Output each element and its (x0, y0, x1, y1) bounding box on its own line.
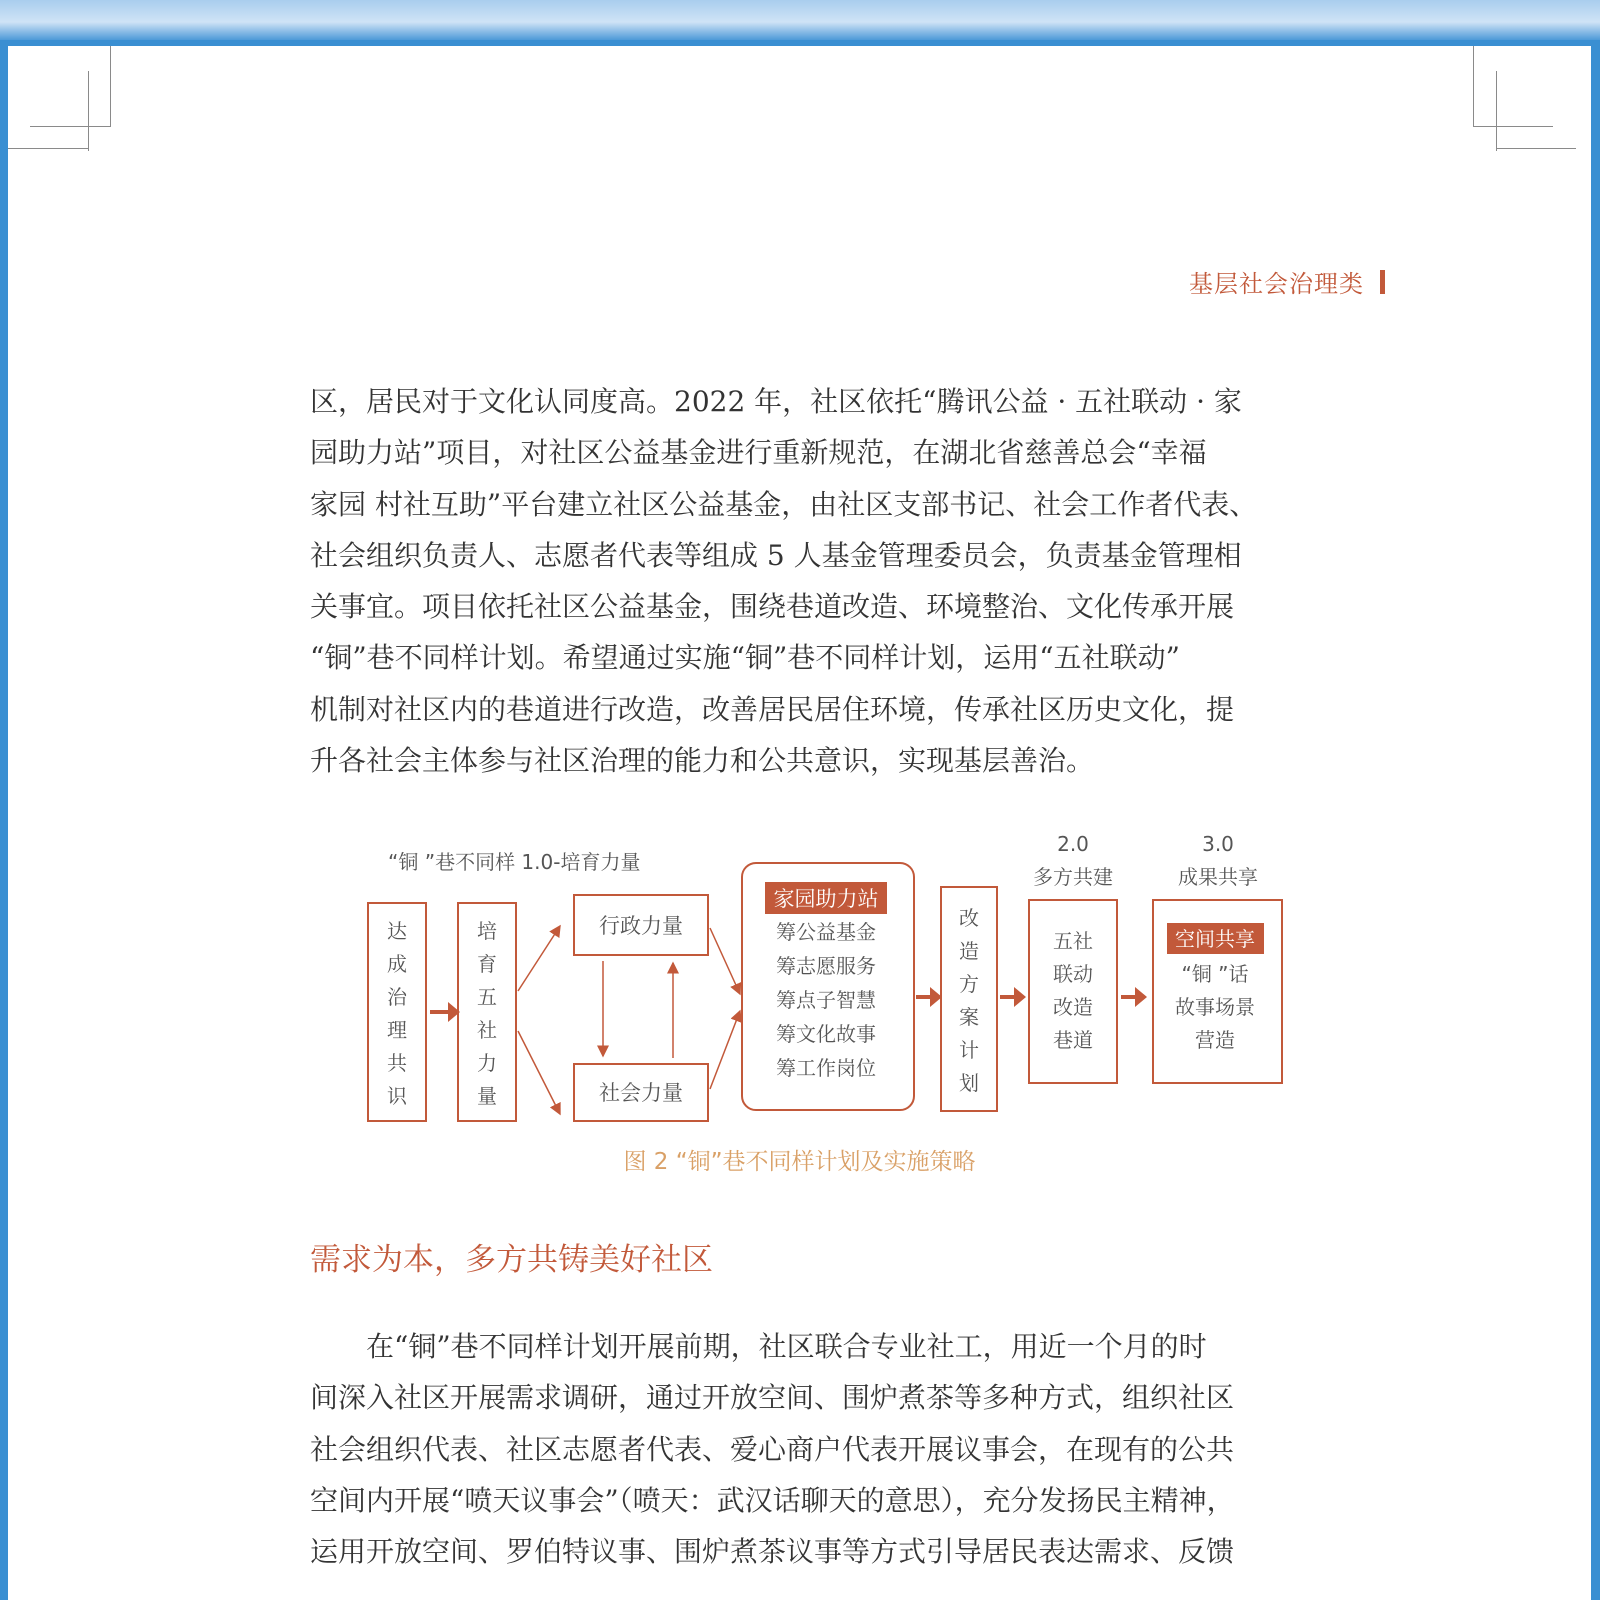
station-item: 筹公益基金 (776, 920, 876, 944)
consensus-char: 共 (387, 1051, 407, 1075)
header-bar-icon (1380, 270, 1385, 294)
stage2-version: 2.0 (1057, 832, 1089, 856)
arrow-admin-to-station (710, 928, 740, 994)
paragraph-line: “铜”巷不同样计划。希望通过实施“铜”巷不同样计划，运用“五社联动” (310, 641, 1180, 675)
crop-mark-top-right (1496, 71, 1497, 151)
plan-char: 造 (959, 939, 979, 963)
stage2-line: 五社 (1053, 929, 1093, 953)
stage3-title: 空间共享 (1175, 927, 1255, 951)
plan-char: 案 (959, 1005, 979, 1029)
crop-mark-top-left (88, 71, 89, 151)
paragraph-line: 运用开放空间、罗伯特议事、围炉煮茶议事等方式引导居民表达需求、反馈 (310, 1535, 1235, 1569)
arrow-social-to-station (710, 1011, 740, 1089)
paragraph-line: 区，居民对于文化认同度高。2022 年，社区依托“腾讯公益 · 五社联动 · 家 (310, 385, 1242, 418)
paragraph-1 (310, 376, 1310, 786)
plan-char: 方 (959, 972, 979, 996)
plan-char: 计 (959, 1038, 979, 1062)
station-title: 家园助力站 (773, 887, 879, 911)
paragraph-line: 社会组织负责人、志愿者代表等组成 5 人基金管理委员会，负责基金管理相 (310, 538, 1242, 572)
consensus-char: 达 (387, 919, 407, 943)
crop-mark-top-left (110, 46, 111, 127)
crop-mark-top-left (8, 148, 89, 149)
stage3-line: 营造 (1195, 1028, 1235, 1052)
document-page (8, 46, 1591, 1600)
crop-mark-top-right (1473, 46, 1474, 127)
stage2-line: 巷道 (1053, 1028, 1093, 1052)
arrow-to-social (518, 1031, 560, 1114)
cultivate-char: 量 (477, 1084, 497, 1108)
station-item: 筹文化故事 (776, 1022, 876, 1046)
section-title: 需求为本，多方共铸美好社区 (310, 1242, 713, 1278)
stage3-line: “铜 ”话 (1181, 962, 1249, 986)
header-category: 基层社会治理类 (1189, 270, 1364, 298)
paragraph-2 (310, 1321, 1310, 1577)
paragraph-line: 在“铜”巷不同样计划开展前期，社区联合专业社工，用近一个月的时 (366, 1330, 1207, 1363)
plan-char: 划 (959, 1071, 979, 1095)
cultivate-char: 社 (477, 1018, 497, 1042)
consensus-char: 成 (387, 952, 407, 976)
paragraph-line: 家园 村社互助”平台建立社区公益基金，由社区支部书记、社会工作者代表、 (310, 487, 1258, 521)
flow-arrow-icon (430, 1002, 460, 1022)
paragraph-line: 间深入社区开展需求调研，通过开放空间、围炉煮茶等多种方式，组织社区 (310, 1381, 1235, 1415)
paragraph-line: 关事宜。项目依托社区公益基金，围绕巷道改造、环境整治、文化传承开展 (310, 590, 1235, 624)
paragraph-line: 园助力站”项目，对社区公益基金进行重新规范，在湖北省慈善总会“幸福 (310, 436, 1207, 470)
cultivate-char: 育 (477, 952, 497, 976)
consensus-char: 识 (387, 1084, 407, 1108)
crop-mark-top-right (1496, 148, 1576, 149)
flow-arrow-icon (916, 987, 942, 1007)
cultivate-char: 培 (477, 919, 497, 943)
crop-mark-top-right (1473, 126, 1553, 127)
cultivate-char: 力 (477, 1051, 497, 1075)
arrow-to-admin (518, 926, 560, 991)
plan-char: 改 (959, 906, 979, 930)
paragraph-line: 升各社会主体参与社区治理的能力和公共意识，实现基层善治。 (310, 744, 1095, 778)
running-header (1189, 264, 1385, 299)
flow-arrow-icon (1121, 987, 1147, 1007)
window-title-bar (0, 0, 1600, 40)
crop-mark-top-left (30, 126, 110, 127)
stage2-label: 多方共建 (1033, 865, 1113, 889)
stage1-label: “铜 ”巷不同样 1.0-培育力量 (388, 850, 641, 874)
paragraph-line: 机制对社区内的巷道进行改造，改善居民居住环境，传承社区历史文化，提 (310, 692, 1235, 726)
social-force-label: 社会力量 (599, 1081, 683, 1105)
paragraph-line: 空间内开展“喷天议事会”（喷天：武汉话聊天的意思），充分发扬民主精神， (310, 1483, 1235, 1517)
station-item: 筹点子智慧 (776, 988, 876, 1012)
stage3-line: 故事场景 (1175, 995, 1255, 1019)
consensus-char: 理 (387, 1018, 407, 1042)
stage2-box (1029, 900, 1117, 1083)
stage2-line: 联动 (1053, 962, 1093, 986)
consensus-char: 治 (387, 985, 407, 1009)
stage2-line: 改造 (1053, 995, 1093, 1019)
admin-force-label: 行政力量 (599, 914, 683, 938)
paragraph-line: 社会组织代表、社区志愿者代表、爱心商户代表开展议事会，在现有的公共 (310, 1432, 1235, 1466)
stage3-label: 成果共享 (1178, 865, 1258, 889)
stage3-version: 3.0 (1202, 832, 1234, 856)
station-item: 筹志愿服务 (776, 954, 876, 978)
station-item: 筹工作岗位 (776, 1056, 876, 1080)
cultivate-char: 五 (477, 985, 497, 1009)
figure-caption: 图 2 “铜”巷不同样计划及实施策略 (623, 1149, 976, 1175)
flow-arrow-icon (1000, 987, 1026, 1007)
